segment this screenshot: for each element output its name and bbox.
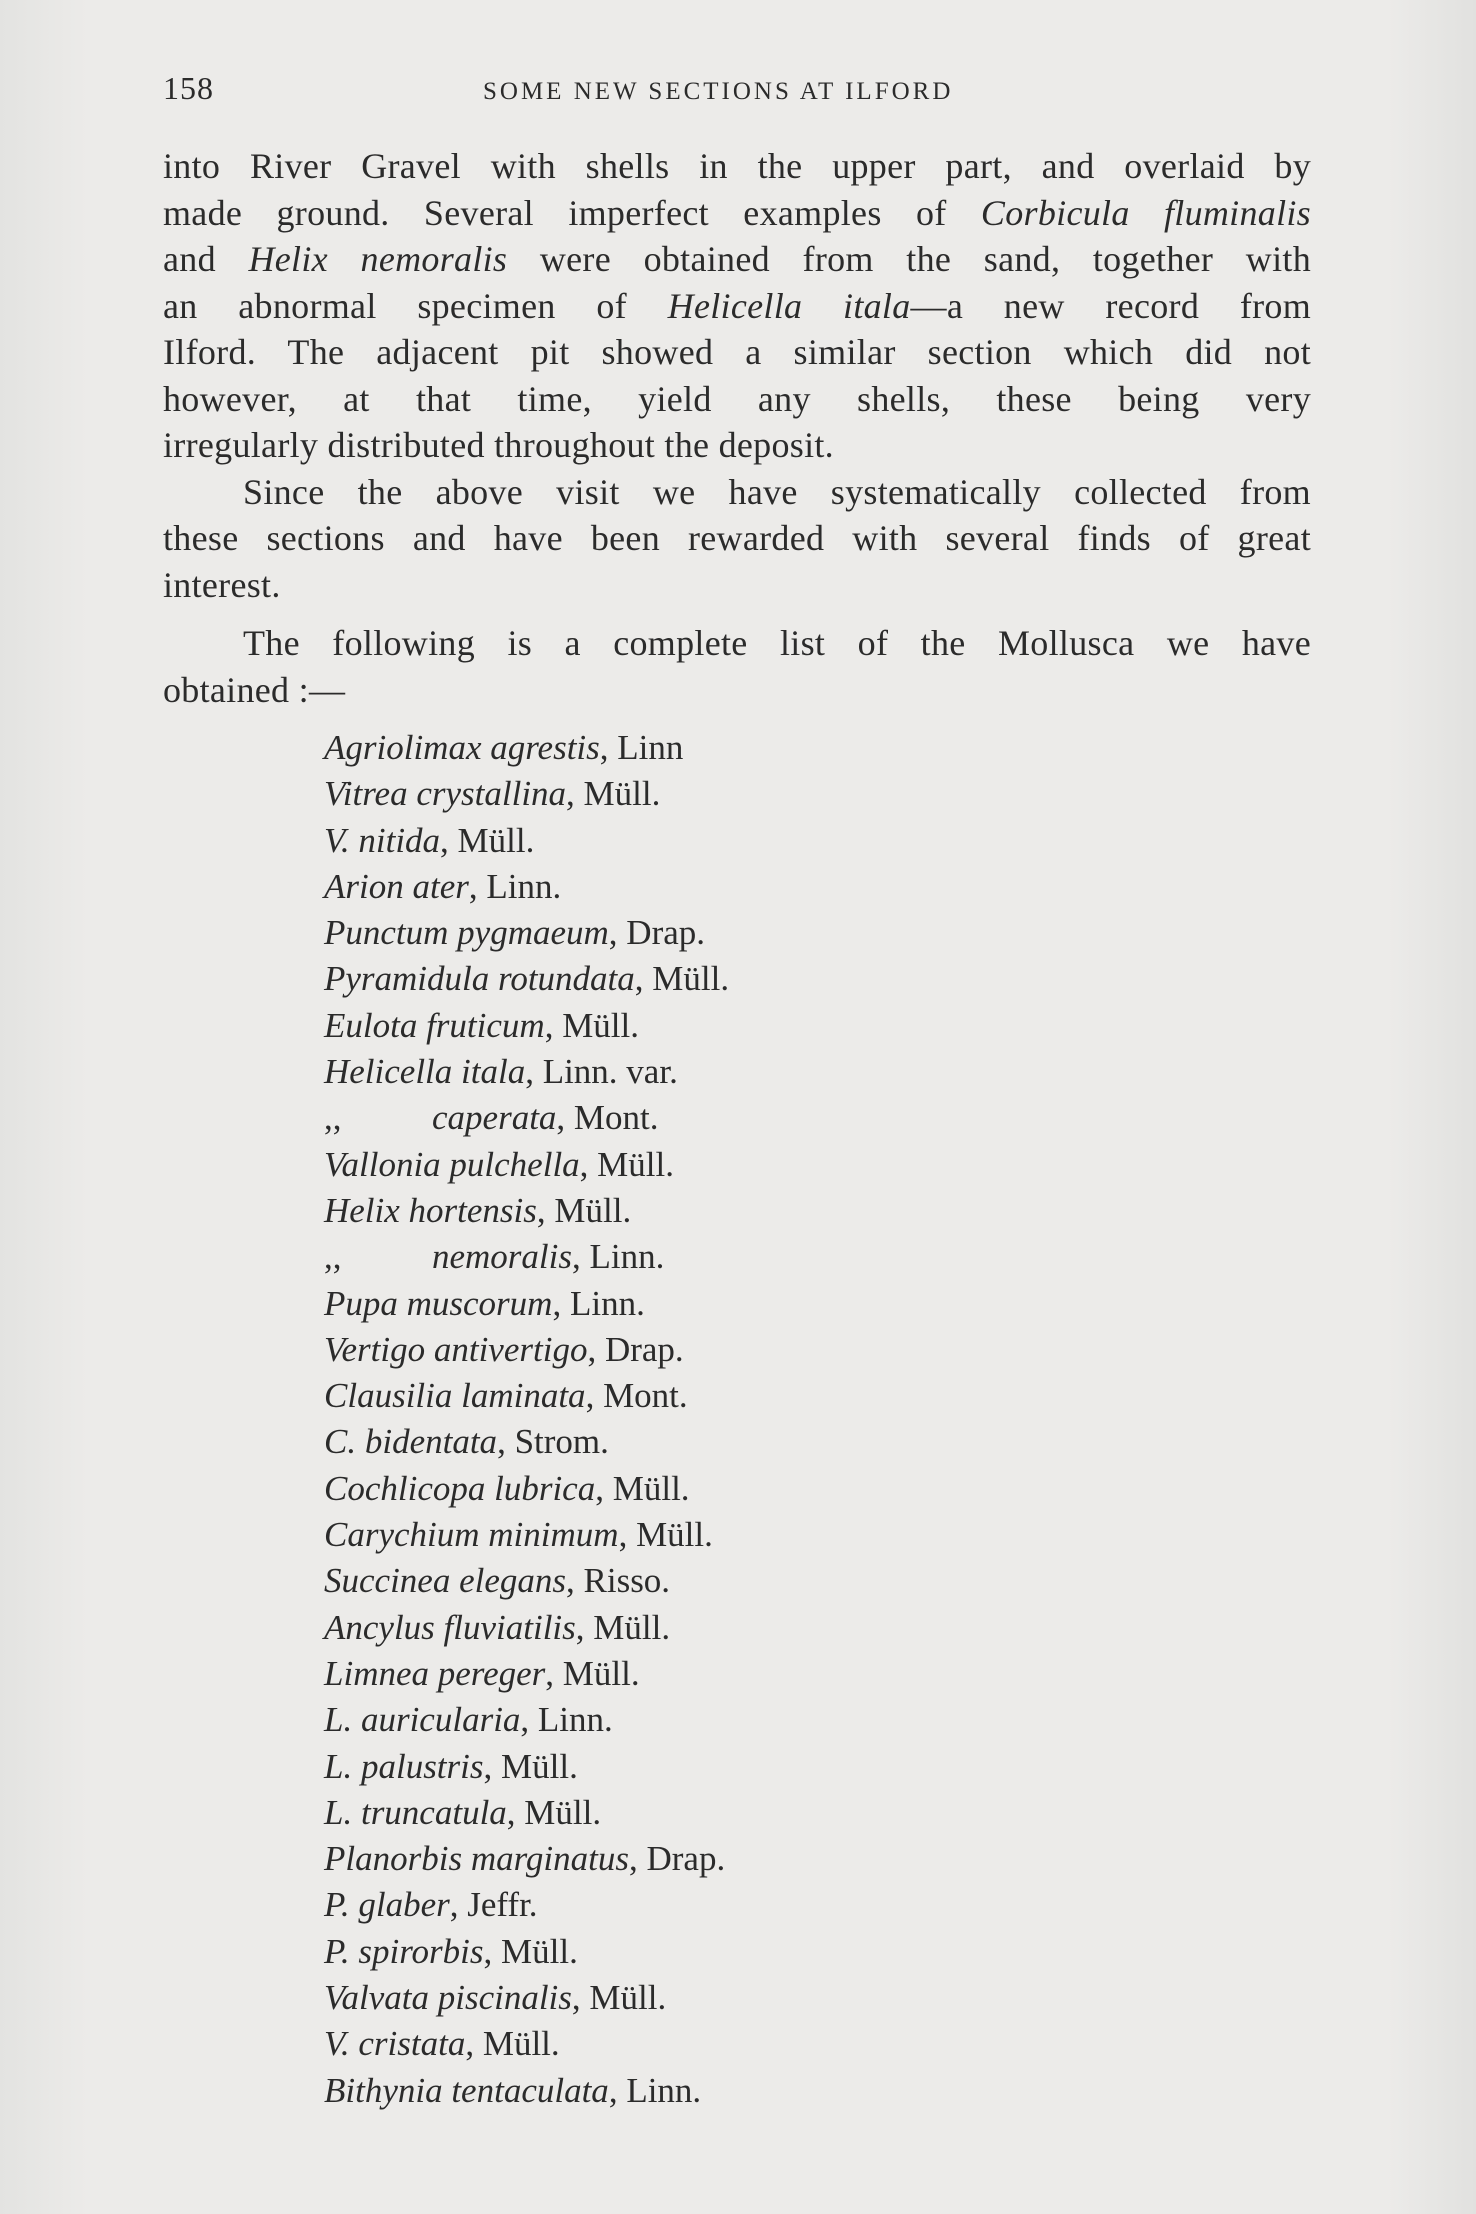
species-authority: , Linn. [468, 866, 562, 906]
species-name: Helicella itala [667, 285, 911, 326]
species-authority: , Drap. [629, 1839, 726, 1879]
text-line [163, 236, 1311, 283]
species-list-item [324, 2068, 729, 2114]
species-name: Punctum pygmaeum [324, 913, 609, 953]
species-name: P. spirorbis [324, 1931, 484, 1971]
species-name: nemoralis [432, 1237, 572, 1277]
ditto-mark: ,, [324, 1098, 342, 1138]
text-line: The following is a complete list of the Mollusca we have [243, 623, 1311, 663]
text-line: irregularly distributed throughout the deposit. [163, 425, 834, 465]
species-list-item [324, 1419, 729, 1465]
species-authority: , Linn. [608, 2070, 702, 2110]
text-line: however, at that time, yield any shells, these being very [163, 378, 1311, 419]
species-name: Limnea pereger [324, 1653, 546, 1693]
species-authority: , Müll. [571, 1978, 667, 2018]
species-list-item [324, 1605, 729, 1651]
species-name: L. truncatula [324, 1792, 507, 1832]
species-authority: , Müll. [465, 2024, 560, 2064]
ditto-mark: ,, [324, 1237, 342, 1277]
species-name: Vitrea crystallina [324, 774, 567, 814]
species-authority: , Müll. [579, 1144, 674, 1184]
species-list-item [324, 1697, 729, 1743]
species-list-item [324, 1929, 729, 1975]
page-header [163, 70, 1316, 120]
species-name: Helicella itala [324, 1052, 526, 1092]
text-run: were obtained from the sand, together with [507, 239, 1312, 279]
species-name: P. glaber [324, 1885, 450, 1925]
species-authority: , Mont. [556, 1098, 659, 1138]
species-list-item [324, 910, 729, 956]
species-authority: , Müll. [566, 774, 661, 814]
species-list-item [324, 1188, 729, 1234]
species-authority: , Müll. [634, 959, 730, 999]
text-line: Ilford. The adjacent pit showed a similar section which did not [163, 332, 1311, 372]
species-name: V. cristata [324, 2024, 466, 2064]
page-number: 158 [163, 70, 214, 106]
text-line: interest. [163, 564, 281, 605]
species-name: Pyramidula rotundata [324, 959, 635, 999]
species-authority: , Linn. [552, 1283, 645, 1323]
species-authority: , Strom. [497, 1422, 609, 1462]
species-name: Vallonia pulchella [324, 1144, 580, 1184]
species-list-item [324, 1558, 729, 1604]
species-list-item [324, 1003, 729, 1049]
species-authority: , Müll. [440, 820, 535, 860]
species-name: Eulota fruticum [324, 1005, 545, 1045]
species-authority: , Drap. [608, 913, 706, 953]
species-name: Arion ater [324, 866, 469, 906]
species-name: C. bidentata [324, 1422, 498, 1462]
species-authority: , Müll. [483, 1931, 578, 1971]
species-list-item [324, 818, 729, 864]
species-name: Pupa muscorum [324, 1283, 553, 1323]
species-list-item [324, 771, 729, 817]
text-run: and [163, 239, 249, 279]
species-list-item [324, 1882, 729, 1928]
species-name: Cochlicopa lubrica [324, 1468, 596, 1508]
species-authority: , Linn. [520, 1700, 613, 1740]
text-line: into River Gravel with shells in the upper part, and overlaid by [163, 146, 1311, 186]
species-authority: , Mont. [585, 1376, 688, 1416]
species-name: Agriolimax agrestis [324, 728, 600, 767]
species-name: Clausilia laminata [324, 1376, 586, 1416]
species-name: Vertigo antivertigo [324, 1329, 588, 1369]
body-text [163, 143, 1311, 713]
species-list-item [324, 1512, 729, 1558]
species-list-item [324, 1327, 729, 1373]
species-authority: , Müll. [545, 1653, 640, 1693]
text-line: obtained :— [163, 669, 346, 710]
species-list-item [324, 2021, 729, 2067]
species-name: Bithynia tentaculata [324, 2070, 609, 2110]
text-line [163, 190, 1311, 237]
species-list-item [324, 1373, 729, 1419]
species-name: Corbicula fluminalis [980, 192, 1311, 233]
species-name: Carychium minimum [324, 1515, 619, 1555]
species-authority: , Drap. [587, 1329, 684, 1369]
species-authority: , Müll. [544, 1005, 640, 1045]
species-authority: , Müll. [506, 1792, 602, 1832]
species-name: Ancylus fluviatilis [324, 1607, 576, 1647]
species-name: L. auricularia [324, 1700, 521, 1740]
species-list-item [324, 1790, 729, 1836]
species-list-item [324, 864, 729, 910]
species-authority: , Jeffr. [449, 1885, 538, 1925]
species-authority: , Linn. var. [525, 1052, 678, 1092]
running-head: SOME NEW SECTIONS AT ILFORD [483, 78, 954, 105]
text-line: these sections and have been rewarded with several finds of great [163, 518, 1311, 558]
species-list-item [324, 1142, 729, 1188]
species-list-item [324, 1975, 729, 2021]
text-line [163, 283, 1311, 330]
species-list-item [324, 1651, 729, 1697]
species-name: Valvata piscinalis [324, 1978, 572, 2018]
species-name: caperata [432, 1098, 557, 1138]
species-list-item [324, 1836, 729, 1882]
species-name: V. nitida [324, 820, 441, 860]
species-name: Planorbis marginatus [324, 1839, 629, 1879]
species-authority: , Müll. [483, 1746, 578, 1786]
species-authority: , Müll. [618, 1515, 713, 1555]
species-authority: , Linn. [572, 1237, 665, 1277]
species-list-item [324, 1049, 729, 1095]
species-authority: , Müll. [536, 1190, 632, 1230]
species-list-item [324, 1234, 729, 1280]
species-list-item [324, 1466, 729, 1512]
species-list-item [324, 1744, 729, 1790]
text-run: made ground. Several imperfect examples of [163, 192, 981, 233]
species-name: Succinea elegans [324, 1561, 566, 1601]
species-list-item [324, 1281, 729, 1327]
species-list-item [324, 956, 729, 1002]
species-authority: , Müll. [575, 1607, 671, 1647]
text-run: an abnormal specimen of [163, 285, 668, 326]
species-name: Helix hortensis [324, 1190, 537, 1230]
mollusca-list [324, 725, 729, 2114]
species-authority: , Müll. [595, 1468, 690, 1508]
species-authority: , Risso. [566, 1561, 671, 1601]
species-name: Helix nemoralis [248, 239, 508, 279]
species-list-item [324, 725, 729, 771]
text-line: Since the above visit we have systematically collected from [243, 471, 1311, 512]
species-authority: , Linn [599, 728, 684, 767]
species-list-item [324, 1095, 729, 1141]
text-run: —a new record from [910, 285, 1311, 326]
species-name: L. palustris [324, 1746, 484, 1786]
